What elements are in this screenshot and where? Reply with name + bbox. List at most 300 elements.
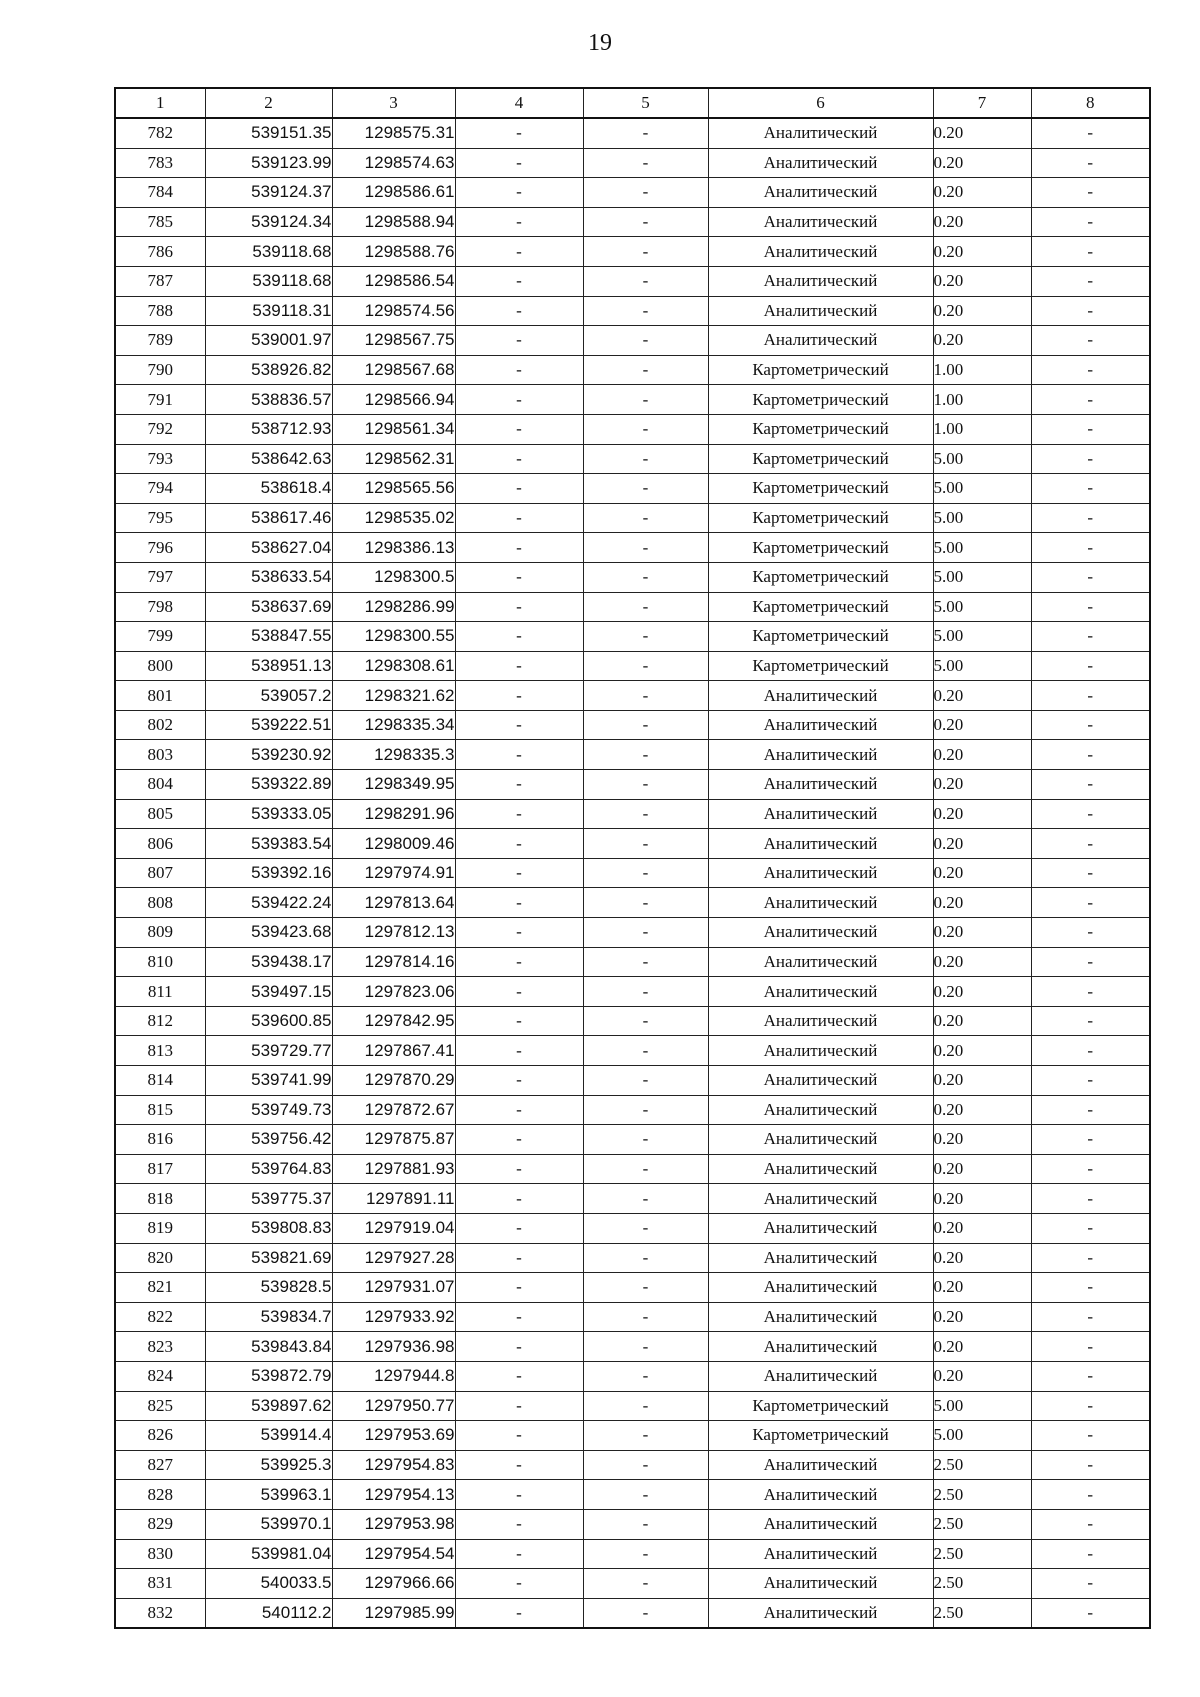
method-cell: Аналитический [708, 1066, 933, 1096]
accuracy-cell: 2.50 [933, 1539, 1031, 1569]
method-cell: Аналитический [708, 118, 933, 148]
column-4-cell: - [455, 1273, 583, 1303]
column-8-cell: - [1031, 681, 1150, 711]
column-8-cell: - [1031, 414, 1150, 444]
x-coordinate-cell: 539756.42 [205, 1125, 332, 1155]
coordinates-table [114, 87, 1151, 1629]
accuracy-cell: 0.20 [933, 1302, 1031, 1332]
column-5-cell: - [583, 710, 708, 740]
point-number-cell: 790 [115, 355, 205, 385]
point-number-cell: 814 [115, 1066, 205, 1096]
table-row [115, 1569, 1150, 1599]
table-row [115, 1421, 1150, 1451]
x-coordinate-cell: 539897.62 [205, 1391, 332, 1421]
x-coordinate-cell: 539843.84 [205, 1332, 332, 1362]
point-number-cell: 802 [115, 710, 205, 740]
accuracy-cell: 0.20 [933, 770, 1031, 800]
x-coordinate-cell: 539775.37 [205, 1184, 332, 1214]
y-coordinate-cell: 1297953.69 [332, 1421, 455, 1451]
x-coordinate-cell: 538926.82 [205, 355, 332, 385]
method-cell: Картометрический [708, 414, 933, 444]
point-number-cell: 785 [115, 207, 205, 237]
y-coordinate-cell: 1297813.64 [332, 888, 455, 918]
y-coordinate-cell: 1297944.8 [332, 1361, 455, 1391]
point-number-cell: 806 [115, 829, 205, 859]
table-row [115, 1006, 1150, 1036]
method-cell: Аналитический [708, 178, 933, 208]
column-8-cell: - [1031, 562, 1150, 592]
accuracy-cell: 1.00 [933, 355, 1031, 385]
column-header-7: 7 [933, 88, 1031, 118]
y-coordinate-cell: 1298009.46 [332, 829, 455, 859]
column-5-cell: - [583, 1273, 708, 1303]
column-4-cell: - [455, 947, 583, 977]
method-cell: Аналитический [708, 326, 933, 356]
column-8-cell: - [1031, 1332, 1150, 1362]
column-header-3: 3 [332, 88, 455, 118]
y-coordinate-cell: 1298565.56 [332, 474, 455, 504]
column-5-cell: - [583, 1213, 708, 1243]
column-4-cell: - [455, 414, 583, 444]
y-coordinate-cell: 1298586.54 [332, 266, 455, 296]
column-5-cell: - [583, 1539, 708, 1569]
method-cell: Картометрический [708, 385, 933, 415]
method-cell: Картометрический [708, 355, 933, 385]
column-8-cell: - [1031, 622, 1150, 652]
table-row [115, 770, 1150, 800]
column-4-cell: - [455, 533, 583, 563]
x-coordinate-cell: 539383.54 [205, 829, 332, 859]
x-coordinate-cell: 539118.68 [205, 266, 332, 296]
y-coordinate-cell: 1298588.76 [332, 237, 455, 267]
column-8-cell: - [1031, 1036, 1150, 1066]
column-4-cell: - [455, 1036, 583, 1066]
table-row [115, 1480, 1150, 1510]
table-row [115, 178, 1150, 208]
y-coordinate-cell: 1297867.41 [332, 1036, 455, 1066]
x-coordinate-cell: 539118.68 [205, 237, 332, 267]
x-coordinate-cell: 539600.85 [205, 1006, 332, 1036]
point-number-cell: 823 [115, 1332, 205, 1362]
column-header-1: 1 [115, 88, 205, 118]
column-4-cell: - [455, 207, 583, 237]
column-5-cell: - [583, 1569, 708, 1599]
x-coordinate-cell: 539981.04 [205, 1539, 332, 1569]
y-coordinate-cell: 1297870.29 [332, 1066, 455, 1096]
table-row [115, 1361, 1150, 1391]
x-coordinate-cell: 539872.79 [205, 1361, 332, 1391]
accuracy-cell: 0.20 [933, 296, 1031, 326]
column-5-cell: - [583, 1036, 708, 1066]
method-cell: Аналитический [708, 770, 933, 800]
column-4-cell: - [455, 385, 583, 415]
method-cell: Аналитический [708, 1006, 933, 1036]
table-row [115, 1184, 1150, 1214]
column-8-cell: - [1031, 355, 1150, 385]
point-number-cell: 825 [115, 1391, 205, 1421]
x-coordinate-cell: 539808.83 [205, 1213, 332, 1243]
method-cell: Аналитический [708, 1539, 933, 1569]
accuracy-cell: 2.50 [933, 1509, 1031, 1539]
accuracy-cell: 0.20 [933, 266, 1031, 296]
column-4-cell: - [455, 1095, 583, 1125]
column-8-cell: - [1031, 1509, 1150, 1539]
y-coordinate-cell: 1297950.77 [332, 1391, 455, 1421]
column-8-cell: - [1031, 888, 1150, 918]
table-row [115, 474, 1150, 504]
table-row [115, 444, 1150, 474]
point-number-cell: 793 [115, 444, 205, 474]
table-row [115, 533, 1150, 563]
table-row [115, 1302, 1150, 1332]
x-coordinate-cell: 539124.37 [205, 178, 332, 208]
column-4-cell: - [455, 474, 583, 504]
accuracy-cell: 0.20 [933, 178, 1031, 208]
accuracy-cell: 0.20 [933, 326, 1031, 356]
x-coordinate-cell: 539322.89 [205, 770, 332, 800]
column-4-cell: - [455, 858, 583, 888]
accuracy-cell: 0.20 [933, 1125, 1031, 1155]
accuracy-cell: 0.20 [933, 237, 1031, 267]
x-coordinate-cell: 539001.97 [205, 326, 332, 356]
table-row [115, 858, 1150, 888]
column-4-cell: - [455, 740, 583, 770]
accuracy-cell: 0.20 [933, 1154, 1031, 1184]
point-number-cell: 831 [115, 1569, 205, 1599]
y-coordinate-cell: 1297974.91 [332, 858, 455, 888]
y-coordinate-cell: 1298561.34 [332, 414, 455, 444]
method-cell: Аналитический [708, 296, 933, 326]
table-row [115, 385, 1150, 415]
point-number-cell: 813 [115, 1036, 205, 1066]
table-row [115, 947, 1150, 977]
point-number-cell: 787 [115, 266, 205, 296]
point-number-cell: 827 [115, 1450, 205, 1480]
column-5-cell: - [583, 947, 708, 977]
column-4-cell: - [455, 1450, 583, 1480]
point-number-cell: 817 [115, 1154, 205, 1184]
point-number-cell: 795 [115, 503, 205, 533]
table-row [115, 296, 1150, 326]
point-number-cell: 799 [115, 622, 205, 652]
method-cell: Аналитический [708, 977, 933, 1007]
y-coordinate-cell: 1297931.07 [332, 1273, 455, 1303]
x-coordinate-cell: 539764.83 [205, 1154, 332, 1184]
accuracy-cell: 5.00 [933, 592, 1031, 622]
column-5-cell: - [583, 1184, 708, 1214]
method-cell: Аналитический [708, 1036, 933, 1066]
point-number-cell: 797 [115, 562, 205, 592]
accuracy-cell: 1.00 [933, 385, 1031, 415]
table-row [115, 355, 1150, 385]
column-5-cell: - [583, 622, 708, 652]
column-5-cell: - [583, 1332, 708, 1362]
table-row [115, 1539, 1150, 1569]
y-coordinate-cell: 1297891.11 [332, 1184, 455, 1214]
method-cell: Аналитический [708, 1569, 933, 1599]
column-5-cell: - [583, 918, 708, 948]
y-coordinate-cell: 1298386.13 [332, 533, 455, 563]
method-cell: Аналитический [708, 918, 933, 948]
method-cell: Аналитический [708, 266, 933, 296]
table-row [115, 237, 1150, 267]
accuracy-cell: 0.20 [933, 858, 1031, 888]
column-5-cell: - [583, 414, 708, 444]
x-coordinate-cell: 540112.2 [205, 1598, 332, 1628]
accuracy-cell: 0.20 [933, 1006, 1031, 1036]
column-4-cell: - [455, 651, 583, 681]
table-row [115, 503, 1150, 533]
point-number-cell: 791 [115, 385, 205, 415]
method-cell: Аналитический [708, 858, 933, 888]
method-cell: Аналитический [708, 1361, 933, 1391]
column-4-cell: - [455, 444, 583, 474]
x-coordinate-cell: 539497.15 [205, 977, 332, 1007]
method-cell: Картометрический [708, 533, 933, 563]
y-coordinate-cell: 1297814.16 [332, 947, 455, 977]
column-8-cell: - [1031, 799, 1150, 829]
column-4-cell: - [455, 1332, 583, 1362]
y-coordinate-cell: 1297881.93 [332, 1154, 455, 1184]
x-coordinate-cell: 539963.1 [205, 1480, 332, 1510]
column-header-5: 5 [583, 88, 708, 118]
accuracy-cell: 0.20 [933, 829, 1031, 859]
table-row [115, 918, 1150, 948]
method-cell: Аналитический [708, 1095, 933, 1125]
accuracy-cell: 0.20 [933, 1332, 1031, 1362]
point-number-cell: 788 [115, 296, 205, 326]
column-5-cell: - [583, 1598, 708, 1628]
column-8-cell: - [1031, 1302, 1150, 1332]
table-row [115, 266, 1150, 296]
column-8-cell: - [1031, 592, 1150, 622]
column-4-cell: - [455, 1184, 583, 1214]
column-8-cell: - [1031, 947, 1150, 977]
column-8-cell: - [1031, 1421, 1150, 1451]
y-coordinate-cell: 1298575.31 [332, 118, 455, 148]
column-5-cell: - [583, 1421, 708, 1451]
table-row [115, 1509, 1150, 1539]
x-coordinate-cell: 538847.55 [205, 622, 332, 652]
column-4-cell: - [455, 296, 583, 326]
accuracy-cell: 5.00 [933, 1391, 1031, 1421]
accuracy-cell: 0.20 [933, 207, 1031, 237]
column-5-cell: - [583, 148, 708, 178]
accuracy-cell: 2.50 [933, 1598, 1031, 1628]
column-8-cell: - [1031, 326, 1150, 356]
table-row [115, 326, 1150, 356]
y-coordinate-cell: 1298300.5 [332, 562, 455, 592]
column-4-cell: - [455, 118, 583, 148]
y-coordinate-cell: 1298286.99 [332, 592, 455, 622]
point-number-cell: 794 [115, 474, 205, 504]
table-row [115, 148, 1150, 178]
column-5-cell: - [583, 562, 708, 592]
accuracy-cell: 5.00 [933, 533, 1031, 563]
accuracy-cell: 0.20 [933, 1361, 1031, 1391]
y-coordinate-cell: 1298586.61 [332, 178, 455, 208]
x-coordinate-cell: 538617.46 [205, 503, 332, 533]
y-coordinate-cell: 1297966.66 [332, 1569, 455, 1599]
y-coordinate-cell: 1298335.3 [332, 740, 455, 770]
point-number-cell: 824 [115, 1361, 205, 1391]
column-8-cell: - [1031, 1450, 1150, 1480]
column-8-cell: - [1031, 918, 1150, 948]
x-coordinate-cell: 538836.57 [205, 385, 332, 415]
column-4-cell: - [455, 1598, 583, 1628]
accuracy-cell: 5.00 [933, 474, 1031, 504]
accuracy-cell: 0.20 [933, 118, 1031, 148]
column-5-cell: - [583, 1066, 708, 1096]
column-4-cell: - [455, 1243, 583, 1273]
accuracy-cell: 0.20 [933, 947, 1031, 977]
column-4-cell: - [455, 622, 583, 652]
method-cell: Аналитический [708, 681, 933, 711]
accuracy-cell: 0.20 [933, 1066, 1031, 1096]
table-row [115, 592, 1150, 622]
table-row [115, 740, 1150, 770]
column-4-cell: - [455, 1125, 583, 1155]
column-4-cell: - [455, 503, 583, 533]
x-coordinate-cell: 539828.5 [205, 1273, 332, 1303]
table-body [115, 118, 1150, 1628]
accuracy-cell: 5.00 [933, 503, 1031, 533]
point-number-cell: 796 [115, 533, 205, 563]
y-coordinate-cell: 1297936.98 [332, 1332, 455, 1362]
method-cell: Аналитический [708, 1509, 933, 1539]
accuracy-cell: 0.20 [933, 1243, 1031, 1273]
column-4-cell: - [455, 799, 583, 829]
column-header-8: 8 [1031, 88, 1150, 118]
column-8-cell: - [1031, 1213, 1150, 1243]
x-coordinate-cell: 538642.63 [205, 444, 332, 474]
point-number-cell: 807 [115, 858, 205, 888]
method-cell: Аналитический [708, 1154, 933, 1184]
column-8-cell: - [1031, 770, 1150, 800]
point-number-cell: 789 [115, 326, 205, 356]
x-coordinate-cell: 539438.17 [205, 947, 332, 977]
y-coordinate-cell: 1298335.34 [332, 710, 455, 740]
table-row [115, 888, 1150, 918]
column-5-cell: - [583, 1154, 708, 1184]
column-5-cell: - [583, 118, 708, 148]
column-4-cell: - [455, 1066, 583, 1096]
column-5-cell: - [583, 1480, 708, 1510]
y-coordinate-cell: 1297823.06 [332, 977, 455, 1007]
y-coordinate-cell: 1297919.04 [332, 1213, 455, 1243]
column-4-cell: - [455, 1539, 583, 1569]
column-4-cell: - [455, 1569, 583, 1599]
x-coordinate-cell: 539118.31 [205, 296, 332, 326]
column-4-cell: - [455, 1213, 583, 1243]
x-coordinate-cell: 539925.3 [205, 1450, 332, 1480]
column-8-cell: - [1031, 1480, 1150, 1510]
point-number-cell: 830 [115, 1539, 205, 1569]
y-coordinate-cell: 1298291.96 [332, 799, 455, 829]
x-coordinate-cell: 539970.1 [205, 1509, 332, 1539]
x-coordinate-cell: 538627.04 [205, 533, 332, 563]
column-4-cell: - [455, 918, 583, 948]
table-row [115, 1036, 1150, 1066]
column-header-4: 4 [455, 88, 583, 118]
method-cell: Аналитический [708, 1243, 933, 1273]
point-number-cell: 828 [115, 1480, 205, 1510]
y-coordinate-cell: 1297985.99 [332, 1598, 455, 1628]
y-coordinate-cell: 1297872.67 [332, 1095, 455, 1125]
column-8-cell: - [1031, 1184, 1150, 1214]
column-8-cell: - [1031, 1066, 1150, 1096]
x-coordinate-cell: 539914.4 [205, 1421, 332, 1451]
column-5-cell: - [583, 207, 708, 237]
method-cell: Картометрический [708, 622, 933, 652]
column-4-cell: - [455, 1154, 583, 1184]
column-5-cell: - [583, 770, 708, 800]
column-8-cell: - [1031, 1539, 1150, 1569]
column-5-cell: - [583, 1450, 708, 1480]
column-5-cell: - [583, 237, 708, 267]
point-number-cell: 792 [115, 414, 205, 444]
column-4-cell: - [455, 326, 583, 356]
table-row [115, 1125, 1150, 1155]
method-cell: Картометрический [708, 1421, 933, 1451]
x-coordinate-cell: 539123.99 [205, 148, 332, 178]
point-number-cell: 798 [115, 592, 205, 622]
column-8-cell: - [1031, 1569, 1150, 1599]
column-5-cell: - [583, 1391, 708, 1421]
x-coordinate-cell: 540033.5 [205, 1569, 332, 1599]
column-4-cell: - [455, 829, 583, 859]
table-row [115, 977, 1150, 1007]
table-row [115, 118, 1150, 148]
method-cell: Картометрический [708, 1391, 933, 1421]
point-number-cell: 832 [115, 1598, 205, 1628]
y-coordinate-cell: 1298574.63 [332, 148, 455, 178]
column-8-cell: - [1031, 1095, 1150, 1125]
column-8-cell: - [1031, 1273, 1150, 1303]
column-5-cell: - [583, 681, 708, 711]
point-number-cell: 782 [115, 118, 205, 148]
column-8-cell: - [1031, 858, 1150, 888]
column-8-cell: - [1031, 1154, 1150, 1184]
method-cell: Картометрический [708, 592, 933, 622]
table-row [115, 207, 1150, 237]
column-4-cell: - [455, 1509, 583, 1539]
column-4-cell: - [455, 355, 583, 385]
column-5-cell: - [583, 888, 708, 918]
y-coordinate-cell: 1298535.02 [332, 503, 455, 533]
y-coordinate-cell: 1298567.68 [332, 355, 455, 385]
x-coordinate-cell: 539222.51 [205, 710, 332, 740]
accuracy-cell: 1.00 [933, 414, 1031, 444]
point-number-cell: 810 [115, 947, 205, 977]
point-number-cell: 784 [115, 178, 205, 208]
method-cell: Аналитический [708, 1332, 933, 1362]
column-4-cell: - [455, 148, 583, 178]
x-coordinate-cell: 539422.24 [205, 888, 332, 918]
point-number-cell: 812 [115, 1006, 205, 1036]
column-8-cell: - [1031, 474, 1150, 504]
table-row [115, 710, 1150, 740]
column-8-cell: - [1031, 207, 1150, 237]
column-5-cell: - [583, 1125, 708, 1155]
accuracy-cell: 2.50 [933, 1450, 1031, 1480]
x-coordinate-cell: 538633.54 [205, 562, 332, 592]
column-8-cell: - [1031, 1125, 1150, 1155]
column-5-cell: - [583, 651, 708, 681]
x-coordinate-cell: 539741.99 [205, 1066, 332, 1096]
accuracy-cell: 0.20 [933, 888, 1031, 918]
column-5-cell: - [583, 977, 708, 1007]
